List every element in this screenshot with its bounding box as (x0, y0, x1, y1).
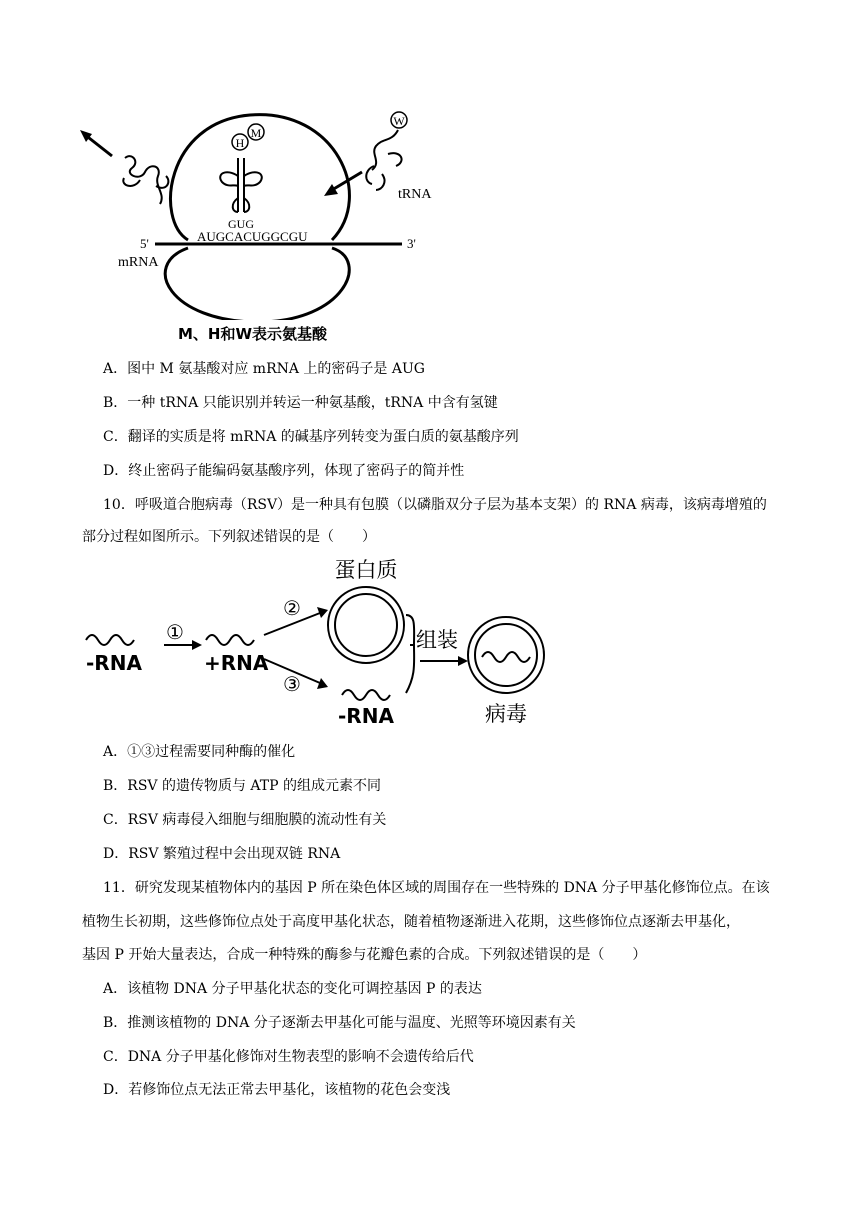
trna-in-ribosome (220, 158, 262, 212)
translation-diagram (70, 100, 470, 320)
assemble-label: 组装 (416, 628, 458, 652)
arrow-assemble-head (458, 656, 468, 666)
entry-arrow-head (324, 184, 338, 196)
protein-shell-outer (328, 587, 404, 663)
q10-stem-line1: 10．呼吸道合胞病毒（RSV）是一种具有包膜（以磷脂双分子层为基本支架）的 RNA 病毒，该病毒增殖的 (103, 497, 767, 513)
q10-option-d: D．RSV 繁殖过程中会出现双链 RNA (103, 846, 341, 862)
rsv-figure (80, 555, 560, 730)
q11-stem-line2: 植物生长初期，这些修饰位点处于高度甲基化状态，随着植物逐渐进入花期，这些修饰位点逐渐去甲基化， (82, 914, 740, 930)
neg-rna-bottom-label: -RNA (338, 704, 394, 728)
mrna-sequence: AUGCACUGGCGU (197, 229, 308, 244)
q11-stem-line3: 基因 P 开始大量表达，合成一种特殊的酶参与花瓣色素的合成。下列叙述错误的是（ ） (82, 947, 647, 963)
virus-rna-wave (482, 652, 530, 662)
step2-label: ② (283, 596, 301, 620)
neg-rna-left-label: -RNA (86, 651, 142, 675)
q11-option-b: B．推测该植物的 DNA 分子逐渐去甲基化可能与温度、光照等环境因素有关 (103, 1015, 576, 1031)
q9-option-c: C．翻译的实质是将 mRNA 的碱基序列转变为蛋白质的氨基酸序列 (103, 429, 519, 445)
protein-shell-inner (335, 594, 397, 656)
q10-stem-line2: 部分过程如图所示。下列叙述错误的是（ ） (82, 529, 376, 545)
amino-acid-h-label: H (235, 136, 245, 150)
protein-label: 蛋白质 (334, 558, 398, 582)
arrow-step1-head (192, 640, 202, 650)
q10-option-a: A．①③过程需要同种酶的催化 (103, 744, 296, 760)
bracket (406, 615, 414, 693)
mrna-label: mRNA (118, 255, 159, 270)
q9-option-d: D．终止密码子能编码氨基酸序列，体现了密码子的简并性 (103, 463, 465, 479)
q9-option-b: B．一种 tRNA 只能识别并转运一种氨基酸，tRNA 中含有氢键 (103, 395, 498, 411)
neg-rna-wave-left (86, 635, 134, 645)
three-prime-label: 3' (407, 236, 416, 251)
rsv-diagram (80, 555, 560, 730)
trna-left-exiting (123, 156, 168, 204)
q9-option-a: A．图中 M 氨基酸对应 mRNA 上的密码子是 AUG (103, 361, 425, 377)
trna-label: tRNA (398, 187, 432, 202)
figure1-caption: M、H和W表示氨基酸 (178, 325, 328, 343)
step1-label: ① (166, 620, 184, 644)
virus-envelope-outer (468, 617, 544, 693)
anticodon-label: GUG (228, 217, 254, 231)
amino-acid-w-label: W (393, 114, 405, 128)
step3-label: ③ (283, 672, 301, 696)
neg-rna-wave-bottom (342, 690, 390, 700)
amino-acid-m-label: M (250, 126, 262, 140)
q11-option-a: A．该植物 DNA 分子甲基化状态的变化可调控基因 P 的表达 (103, 981, 482, 997)
five-prime-label: 5' (140, 236, 149, 251)
pos-rna-wave (206, 635, 254, 645)
q11-option-d: D．若修饰位点无法正常去甲基化，该植物的花色会变浅 (103, 1082, 451, 1098)
trna-right-entering (366, 130, 401, 190)
q10-option-c: C．RSV 病毒侵入细胞与细胞膜的流动性有关 (103, 812, 387, 828)
ribosome-small-subunit (165, 248, 349, 320)
pos-rna-label: +RNA (204, 651, 269, 675)
q11-stem-line1: 11．研究发现某植物体内的基因 P 所在染色体区域的周围存在一些特殊的 DNA 分子甲基化修饰位点。在该 (103, 880, 770, 896)
virus-label: 病毒 (485, 702, 527, 726)
q11-option-c: C．DNA 分子甲基化修饰对生物表型的影响不会遗传给后代 (103, 1049, 474, 1065)
q10-option-b: B．RSV 的遗传物质与 ATP 的组成元素不同 (103, 778, 381, 794)
translation-figure (70, 100, 470, 320)
